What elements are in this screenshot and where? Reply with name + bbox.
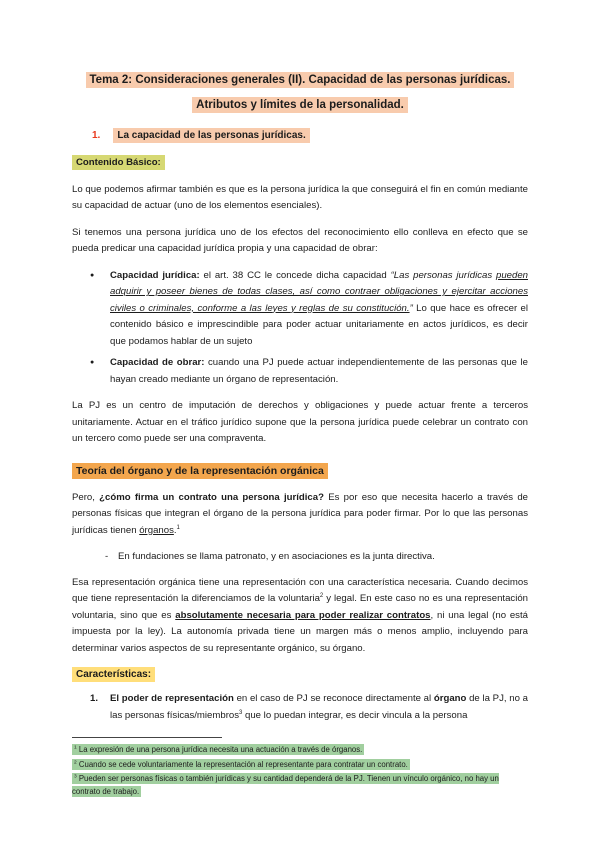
section-1-number: 1. <box>92 129 101 141</box>
title-line-1-wrap <box>72 72 528 90</box>
footnote-ref-1: 1 <box>176 524 180 531</box>
paragraph-reconocimiento: Si tenemos una persona jurídica uno de los efectos del reconocimiento ello conlleva en efecto que se pueda predicar una capacidad jurídica propia y una capacidad de obrar: <box>72 226 528 255</box>
list-item-capacidad-juridica <box>72 268 528 351</box>
quote-open: “Las personas jurídicas <box>390 269 496 281</box>
footnote-2-text: Cuando se cede voluntariamente la representación al representante para contratar un contrato. <box>76 759 408 769</box>
footnotes-section <box>72 737 528 799</box>
capacidades-list <box>72 268 528 389</box>
footnote-3-number: 3 <box>74 774 77 780</box>
text-run: que lo puedan integrar, es decir vincula a la persona <box>242 709 468 721</box>
bold-underline-run: absolutamente necesaria para poder realizar contratos <box>175 609 431 621</box>
footnote-1 <box>72 744 528 757</box>
bullet-icon: ● <box>90 271 95 279</box>
bold-run: El poder de representación <box>110 693 234 705</box>
teoria-organo-heading <box>72 465 528 477</box>
term-label: Capacidad jurídica: <box>110 269 200 281</box>
text-run: Lo que hace es ofrecer el contenido básico e imprescindible para poder actuar unitariamente en actos jurídicos, es decir que podamos hablar de un sujeto <box>110 302 528 347</box>
footnote-ref-3: 3 <box>239 709 243 716</box>
bullet-icon: ● <box>90 359 95 367</box>
list-item-poder-representacion <box>72 691 528 724</box>
paragraph-representacion-organica <box>72 575 528 658</box>
text-run: Es por eso que necesita hacerlo a través de personas físicas que integran el órgano de la persona jurídica para poder firmar. Por lo que las personas jurídicas tienen <box>72 491 528 536</box>
section-1-title: La capacidad de las personas jurídicas. <box>113 128 309 143</box>
footnote-3-text: Pueden ser personas físicas o también jurídicas y su cantidad dependerá de la PJ. Tienen un vínculo orgánico, no hay un contrato de trabajo. <box>72 774 499 796</box>
list-item-text <box>110 355 528 388</box>
bold-run: órgano <box>433 693 467 705</box>
footnote-ref-2: 2 <box>319 592 324 599</box>
caracteristicas-heading <box>72 669 528 680</box>
text-run: , ni una legal (no está impuesta por la ley). La autonomía privada tiene un margen más o menos amplio, incluyendo para determinar varios aspectos de su representante orgánico, su órgano. <box>72 609 528 654</box>
caracteristicas-label: Características: <box>72 667 155 682</box>
text-run: en el caso de PJ se reconoce directamente al <box>233 693 434 705</box>
text-run: cuando una PJ puede actuar independientemente de las personas que le hayan creado mediante un órgano de representación. <box>110 357 528 385</box>
term-label: Capacidad de obrar: <box>110 357 205 369</box>
bold-question: ¿cómo firma un contrato una persona jurídica? <box>99 491 324 503</box>
list-item-capacidad-obrar <box>72 355 528 388</box>
paragraph-como-firma <box>72 490 528 540</box>
footnote-1-highlight <box>72 744 364 755</box>
footnote-1-number: 1 <box>74 745 77 751</box>
footnote-3-highlight <box>72 773 499 797</box>
list-item-text <box>110 268 528 351</box>
section-1-heading <box>92 130 528 141</box>
document-title <box>72 72 528 115</box>
contenido-basico-label: Contenido Básico: <box>72 155 165 170</box>
title-line-1: Tema 2: Consideraciones generales (II). Capacidad de las personas jurídicas. <box>86 72 515 88</box>
title-line-2-wrap <box>72 97 528 115</box>
paragraph-fin-comun: Lo que podemos afirmar también es que es la persona jurídica la que conseguirá el fin en común mediante su capacidad de actuar (uno de los elementos esenciales). <box>72 183 528 212</box>
footnote-separator <box>72 737 222 738</box>
text-run: Esa representación orgánica tiene una representación con una característica necesaria. Cuando decimos que tiene representación la diferenciamos de la voluntaria <box>72 576 528 605</box>
item-number: 1. <box>90 693 99 705</box>
text-run: Pero, <box>72 491 100 503</box>
footnote-1-text: La expresión de una persona jurídica necesita una actuación a través de órganos. <box>76 745 363 755</box>
quote-close: ” <box>409 302 413 314</box>
text-run: el art. 38 CC le concede dicha capacidad <box>199 269 391 281</box>
dash-item-fundaciones <box>105 549 528 566</box>
caracteristicas-list <box>72 691 528 724</box>
paragraph-pj-centro-imputacion: La PJ es un centro de imputación de derechos y obligaciones y puede actuar frente a terceros unitariamente. Actuar en el tráfico jurídico supone que la persona jurídica puede celebrar un contrato con un tercero como puede ser una compraventa. <box>72 400 528 445</box>
footnote-2-highlight <box>72 759 410 770</box>
footnote-3 <box>72 773 528 798</box>
underline-run: órganos <box>139 524 174 536</box>
quote-underlined: pueden adquirir y poseer bienes de todas clases, así como contraer obligaciones y ejercitar acciones civiles o criminales, conforme a las leyes y reglas de su constitución. <box>110 269 529 314</box>
dash-item-text: En fundaciones se llama patronato, y en asociaciones es la junta directiva. <box>118 551 435 563</box>
title-line-2: Atributos y límites de la personalidad. <box>192 97 408 113</box>
text-run: y legal. En este caso no es una representación voluntaria, sino que es <box>72 593 529 621</box>
footnote-2-number: 2 <box>74 760 77 766</box>
footnote-2 <box>72 759 528 772</box>
contenido-basico-heading <box>72 157 528 168</box>
text-run: de la PJ, no a las personas físicas/miembros <box>110 693 528 721</box>
text-run: . <box>173 524 177 536</box>
dash-icon: - <box>105 551 109 563</box>
teoria-organo-label: Teoría del órgano y de la representación orgánica <box>72 463 328 479</box>
list-item-text <box>110 691 528 724</box>
